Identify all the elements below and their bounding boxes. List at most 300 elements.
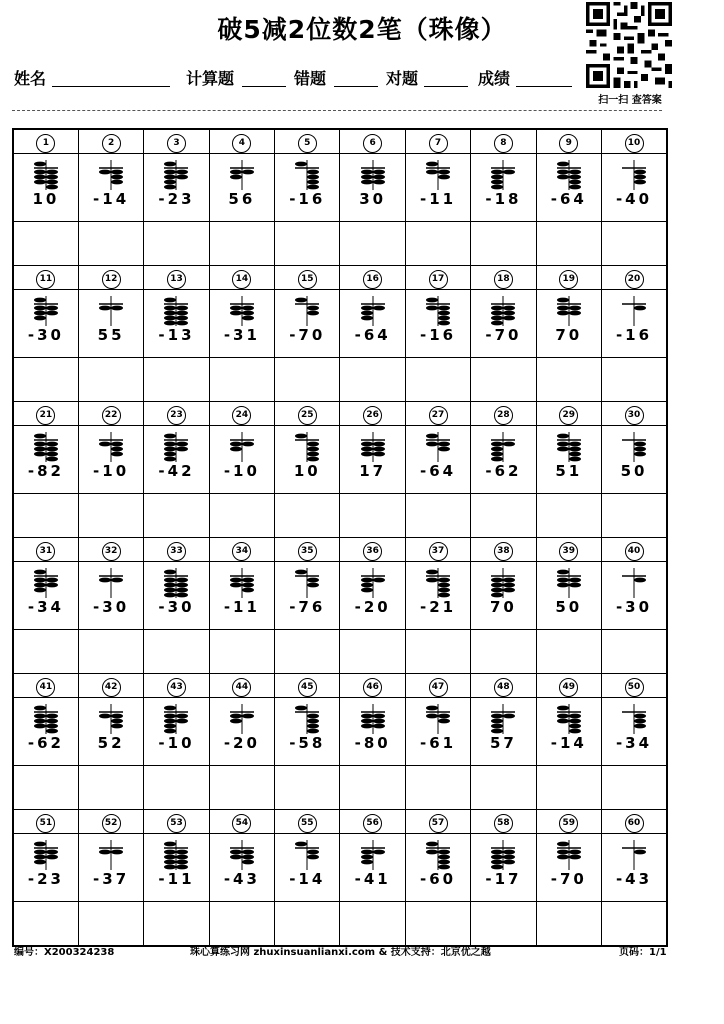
problem-cell bbox=[602, 562, 667, 630]
answer-cell[interactable] bbox=[405, 766, 470, 810]
problem-cell bbox=[275, 698, 340, 766]
problem-number-cell bbox=[209, 402, 274, 426]
problem-number-cell bbox=[340, 266, 405, 290]
problem-number-cell bbox=[144, 810, 209, 834]
problem-number-cell bbox=[471, 538, 536, 562]
problem-number: 59 bbox=[559, 814, 578, 833]
problem-cell bbox=[275, 290, 340, 358]
abacus-bead-icon bbox=[228, 568, 256, 598]
problem-number-cell bbox=[275, 402, 340, 426]
abacus-bead-icon bbox=[32, 432, 60, 462]
problem-value: -11 bbox=[158, 870, 195, 888]
problem-number: 21 bbox=[36, 406, 55, 425]
answer-cell[interactable] bbox=[602, 630, 667, 674]
problem-cell bbox=[209, 834, 274, 902]
problem-cell bbox=[13, 698, 78, 766]
answer-cell[interactable] bbox=[602, 222, 667, 266]
problem-value: 51 bbox=[555, 462, 583, 480]
correct-field[interactable] bbox=[424, 86, 468, 87]
problem-number: 6 bbox=[363, 134, 382, 153]
problem-value: 52 bbox=[97, 734, 125, 752]
problem-cell bbox=[144, 290, 209, 358]
problem-number: 26 bbox=[363, 406, 382, 425]
answer-cell[interactable] bbox=[209, 630, 274, 674]
problem-value: -64 bbox=[354, 326, 391, 344]
problem-number: 51 bbox=[36, 814, 55, 833]
problem-number: 52 bbox=[102, 814, 121, 833]
problem-cell bbox=[405, 562, 470, 630]
abacus-bead-icon bbox=[489, 704, 517, 734]
answer-cell[interactable] bbox=[209, 766, 274, 810]
answer-cell[interactable] bbox=[275, 358, 340, 402]
problem-cell bbox=[144, 426, 209, 494]
abacus-bead-icon bbox=[162, 840, 190, 870]
abacus-bead-icon bbox=[97, 704, 125, 734]
abacus-bead-icon bbox=[32, 160, 60, 190]
abacus-bead-icon bbox=[424, 704, 452, 734]
problem-cell bbox=[144, 154, 209, 222]
number-row bbox=[13, 538, 667, 562]
problem-value: -58 bbox=[289, 734, 326, 752]
answer-cell[interactable] bbox=[144, 494, 209, 538]
problem-cell bbox=[78, 562, 143, 630]
abacus-bead-icon bbox=[620, 840, 648, 870]
answer-cell[interactable] bbox=[471, 630, 536, 674]
problem-number-cell bbox=[340, 402, 405, 426]
abacus-bead-icon bbox=[97, 840, 125, 870]
problem-value: -34 bbox=[27, 598, 64, 616]
problem-value: -21 bbox=[419, 598, 457, 616]
problem-number-cell bbox=[602, 674, 667, 698]
answer-row bbox=[13, 902, 667, 947]
abacus-bead-icon bbox=[228, 296, 256, 326]
problem-number-cell bbox=[602, 538, 667, 562]
answer-cell[interactable] bbox=[144, 222, 209, 266]
problem-number-cell bbox=[209, 266, 274, 290]
problem-number-cell bbox=[340, 810, 405, 834]
abacus-bead-icon bbox=[293, 296, 321, 326]
problem-number-cell bbox=[602, 810, 667, 834]
problem-number: 45 bbox=[298, 678, 317, 697]
problem-number-cell bbox=[275, 266, 340, 290]
answer-cell[interactable] bbox=[405, 902, 470, 947]
problem-cell bbox=[602, 154, 667, 222]
problem-cell bbox=[405, 834, 470, 902]
answer-cell[interactable] bbox=[602, 358, 667, 402]
problem-cell bbox=[13, 834, 78, 902]
problem-value: 17 bbox=[359, 462, 387, 480]
problem-value: -60 bbox=[419, 870, 457, 888]
answer-cell[interactable] bbox=[78, 222, 143, 266]
problem-value: 57 bbox=[489, 734, 517, 752]
problem-cell bbox=[405, 290, 470, 358]
answer-cell[interactable] bbox=[340, 630, 405, 674]
answer-cell[interactable] bbox=[471, 222, 536, 266]
problem-cell bbox=[602, 426, 667, 494]
problem-number: 3 bbox=[167, 134, 186, 153]
problem-value: -11 bbox=[419, 190, 457, 208]
number-row bbox=[13, 402, 667, 426]
problem-value: -23 bbox=[27, 870, 64, 888]
problem-number-cell bbox=[13, 810, 78, 834]
cut-line bbox=[12, 110, 662, 111]
problem-cell bbox=[78, 154, 143, 222]
answer-cell[interactable] bbox=[340, 766, 405, 810]
abacus-bead-icon bbox=[359, 840, 387, 870]
problem-number: 11 bbox=[36, 270, 55, 289]
abacus-bead-icon bbox=[555, 568, 583, 598]
answer-cell[interactable] bbox=[13, 358, 78, 402]
answer-cell[interactable] bbox=[536, 494, 601, 538]
abacus-bead-icon bbox=[555, 840, 583, 870]
abacus-bead-icon bbox=[424, 160, 452, 190]
problem-number-cell bbox=[144, 266, 209, 290]
answer-cell[interactable] bbox=[340, 494, 405, 538]
answer-cell[interactable] bbox=[405, 222, 470, 266]
abacus-bead-icon bbox=[162, 568, 190, 598]
qr-code-icon bbox=[585, 2, 673, 88]
problem-cell bbox=[340, 290, 405, 358]
answer-cell[interactable] bbox=[275, 630, 340, 674]
abacus-bead-icon bbox=[359, 568, 387, 598]
problem-number-cell bbox=[340, 129, 405, 154]
problem-number: 33 bbox=[167, 542, 186, 561]
problem-value: -20 bbox=[223, 734, 260, 752]
problem-value: -16 bbox=[615, 326, 653, 344]
problem-cell bbox=[471, 562, 536, 630]
problem-value: -31 bbox=[223, 326, 260, 344]
problem-number: 49 bbox=[559, 678, 578, 697]
problem-number: 42 bbox=[102, 678, 121, 697]
abacus-bead-icon bbox=[162, 704, 190, 734]
answer-cell[interactable] bbox=[471, 766, 536, 810]
problem-value: -62 bbox=[485, 462, 522, 480]
abacus-bead-icon bbox=[359, 704, 387, 734]
abacus-bead-icon bbox=[555, 296, 583, 326]
problem-cell bbox=[78, 290, 143, 358]
answer-cell[interactable] bbox=[340, 358, 405, 402]
problem-cell bbox=[536, 834, 601, 902]
problem-cell bbox=[471, 426, 536, 494]
problem-number-cell bbox=[13, 129, 78, 154]
answer-cell[interactable] bbox=[275, 494, 340, 538]
problem-number: 40 bbox=[625, 542, 644, 561]
problem-number-cell bbox=[405, 810, 470, 834]
answer-cell[interactable] bbox=[13, 630, 78, 674]
problem-cell bbox=[536, 154, 601, 222]
problem-cell bbox=[340, 562, 405, 630]
problem-number-cell bbox=[275, 810, 340, 834]
problem-number-cell bbox=[536, 810, 601, 834]
problem-value: -70 bbox=[485, 326, 522, 344]
name-field[interactable] bbox=[52, 86, 170, 87]
abacus-bead-icon bbox=[555, 160, 583, 190]
answer-cell[interactable] bbox=[536, 766, 601, 810]
problem-value: -76 bbox=[289, 598, 326, 616]
abacus-bead-icon bbox=[293, 432, 321, 462]
problem-number: 8 bbox=[494, 134, 513, 153]
problem-number-cell bbox=[340, 538, 405, 562]
problem-number-cell bbox=[78, 129, 143, 154]
problem-number-cell bbox=[275, 129, 340, 154]
answer-cell[interactable] bbox=[144, 902, 209, 947]
number-row bbox=[13, 674, 667, 698]
abacus-bead-icon bbox=[162, 296, 190, 326]
answer-cell[interactable] bbox=[78, 630, 143, 674]
answer-cell[interactable] bbox=[602, 766, 667, 810]
problem-value: -64 bbox=[550, 190, 587, 208]
abacus-bead-icon bbox=[620, 704, 648, 734]
answer-cell[interactable] bbox=[536, 358, 601, 402]
answer-cell[interactable] bbox=[144, 358, 209, 402]
abacus-bead-icon bbox=[424, 568, 452, 598]
problem-number-cell bbox=[209, 129, 274, 154]
answer-cell[interactable] bbox=[78, 766, 143, 810]
problem-cell bbox=[536, 426, 601, 494]
abacus-bead-icon bbox=[555, 704, 583, 734]
problem-number: 31 bbox=[36, 542, 55, 561]
problem-number: 18 bbox=[494, 270, 513, 289]
problem-number-cell bbox=[340, 674, 405, 698]
problem-value: -62 bbox=[27, 734, 64, 752]
problem-value: -16 bbox=[419, 326, 457, 344]
problem-cell bbox=[405, 426, 470, 494]
problem-number: 28 bbox=[494, 406, 513, 425]
problem-number: 56 bbox=[363, 814, 382, 833]
problem-number: 12 bbox=[102, 270, 121, 289]
problem-value: -40 bbox=[615, 190, 653, 208]
problem-value: 70 bbox=[489, 598, 517, 616]
problem-number: 9 bbox=[559, 134, 578, 153]
problem-number: 2 bbox=[102, 134, 121, 153]
problem-value: 56 bbox=[228, 190, 256, 208]
problem-cell bbox=[144, 834, 209, 902]
problem-number-cell bbox=[209, 810, 274, 834]
problem-cell bbox=[471, 154, 536, 222]
abacus-bead-icon bbox=[293, 160, 321, 190]
answer-cell[interactable] bbox=[471, 902, 536, 947]
answer-cell[interactable] bbox=[405, 630, 470, 674]
name-label: 姓名 bbox=[14, 69, 47, 88]
footer-site: 珠心算练习网 zhuxinsuanlianxi.com & 技术支持：北京优之越 bbox=[190, 947, 491, 958]
problem-number-cell bbox=[405, 402, 470, 426]
answer-cell[interactable] bbox=[536, 902, 601, 947]
problem-number-cell bbox=[78, 266, 143, 290]
footer-code: 编号：X200324238 bbox=[14, 947, 115, 958]
problem-number-cell bbox=[78, 810, 143, 834]
question-row bbox=[13, 426, 667, 494]
problem-number: 27 bbox=[429, 406, 448, 425]
problem-cell bbox=[275, 154, 340, 222]
worksheet-grid bbox=[12, 128, 668, 947]
answer-cell[interactable] bbox=[13, 766, 78, 810]
answer-row bbox=[13, 222, 667, 266]
abacus-bead-icon bbox=[97, 432, 125, 462]
abacus-bead-icon bbox=[293, 704, 321, 734]
answer-cell[interactable] bbox=[13, 494, 78, 538]
problem-value: -61 bbox=[419, 734, 457, 752]
problem-number-cell bbox=[144, 674, 209, 698]
problem-cell bbox=[602, 290, 667, 358]
problem-cell bbox=[78, 426, 143, 494]
problem-number: 36 bbox=[363, 542, 382, 561]
abacus-bead-icon bbox=[489, 296, 517, 326]
problem-number: 1 bbox=[36, 134, 55, 153]
answer-cell[interactable] bbox=[471, 494, 536, 538]
problem-number-cell bbox=[536, 674, 601, 698]
problem-cell bbox=[405, 154, 470, 222]
answer-cell[interactable] bbox=[209, 494, 274, 538]
problem-cell bbox=[209, 290, 274, 358]
score-field[interactable] bbox=[516, 86, 572, 87]
answer-cell[interactable] bbox=[536, 630, 601, 674]
answer-cell[interactable] bbox=[78, 494, 143, 538]
problem-value: 70 bbox=[555, 326, 583, 344]
answer-cell[interactable] bbox=[275, 902, 340, 947]
problem-number: 34 bbox=[232, 542, 251, 561]
answer-cell[interactable] bbox=[78, 902, 143, 947]
problem-number-cell bbox=[471, 266, 536, 290]
problem-cell bbox=[340, 834, 405, 902]
problem-cell bbox=[209, 154, 274, 222]
problem-value: -14 bbox=[289, 870, 326, 888]
problem-value: -43 bbox=[615, 870, 653, 888]
problem-number: 60 bbox=[625, 814, 644, 833]
problem-value: -10 bbox=[93, 462, 130, 480]
answer-cell[interactable] bbox=[602, 902, 667, 947]
problem-cell bbox=[275, 834, 340, 902]
problem-number: 7 bbox=[429, 134, 448, 153]
problem-value: -13 bbox=[158, 326, 195, 344]
page-title: 破5减2位数2笔（珠像） bbox=[217, 15, 507, 44]
problem-number-cell bbox=[144, 402, 209, 426]
abacus-bead-icon bbox=[32, 296, 60, 326]
problem-number-cell bbox=[13, 674, 78, 698]
problem-value: -30 bbox=[615, 598, 653, 616]
problem-value: 50 bbox=[555, 598, 583, 616]
abacus-bead-icon bbox=[162, 160, 190, 190]
problem-number: 4 bbox=[232, 134, 251, 153]
answer-cell[interactable] bbox=[78, 358, 143, 402]
wrong-field[interactable] bbox=[334, 86, 378, 87]
problem-number: 23 bbox=[167, 406, 186, 425]
answer-cell[interactable] bbox=[144, 630, 209, 674]
problem-cell bbox=[78, 698, 143, 766]
problem-value: 10 bbox=[293, 462, 321, 480]
problem-number: 58 bbox=[494, 814, 513, 833]
problem-number: 47 bbox=[429, 678, 448, 697]
problem-value: -16 bbox=[289, 190, 326, 208]
question-row bbox=[13, 290, 667, 358]
answer-cell[interactable] bbox=[471, 358, 536, 402]
abacus-bead-icon bbox=[32, 840, 60, 870]
problem-number-cell bbox=[78, 674, 143, 698]
abacus-bead-icon bbox=[97, 160, 125, 190]
problem-value: -30 bbox=[27, 326, 64, 344]
problem-value: -20 bbox=[354, 598, 391, 616]
answer-cell[interactable] bbox=[209, 902, 274, 947]
answer-cell[interactable] bbox=[405, 494, 470, 538]
problem-cell bbox=[340, 426, 405, 494]
abacus-bead-icon bbox=[228, 704, 256, 734]
problem-value: -10 bbox=[158, 734, 195, 752]
footer-page: 页码：1/1 bbox=[619, 947, 667, 958]
problem-value: -43 bbox=[223, 870, 260, 888]
problem-value: 10 bbox=[32, 190, 60, 208]
problem-number: 55 bbox=[298, 814, 317, 833]
problem-number-cell bbox=[405, 129, 470, 154]
problem-number: 22 bbox=[102, 406, 121, 425]
problem-number: 41 bbox=[36, 678, 55, 697]
answer-cell[interactable] bbox=[209, 358, 274, 402]
problem-number-cell bbox=[13, 538, 78, 562]
problem-cell bbox=[471, 290, 536, 358]
problem-cell bbox=[340, 154, 405, 222]
number-row bbox=[13, 129, 667, 154]
answer-cell[interactable] bbox=[144, 766, 209, 810]
problem-number: 57 bbox=[429, 814, 448, 833]
problem-number: 46 bbox=[363, 678, 382, 697]
answer-cell[interactable] bbox=[13, 902, 78, 947]
total-field[interactable] bbox=[242, 86, 286, 87]
question-row bbox=[13, 562, 667, 630]
abacus-bead-icon bbox=[32, 568, 60, 598]
problem-cell bbox=[340, 698, 405, 766]
abacus-bead-icon bbox=[424, 840, 452, 870]
abacus-bead-icon bbox=[555, 432, 583, 462]
problem-cell bbox=[13, 290, 78, 358]
problem-number-cell bbox=[602, 129, 667, 154]
answer-cell[interactable] bbox=[340, 902, 405, 947]
problem-number: 38 bbox=[494, 542, 513, 561]
problem-number-cell bbox=[536, 266, 601, 290]
answer-cell[interactable] bbox=[275, 222, 340, 266]
problem-number-cell bbox=[471, 810, 536, 834]
question-row bbox=[13, 834, 667, 902]
problem-number-cell bbox=[471, 674, 536, 698]
answer-cell[interactable] bbox=[340, 222, 405, 266]
problem-value: -17 bbox=[485, 870, 522, 888]
abacus-bead-icon bbox=[162, 432, 190, 462]
problem-cell bbox=[471, 698, 536, 766]
answer-cell[interactable] bbox=[602, 494, 667, 538]
problem-number: 35 bbox=[298, 542, 317, 561]
total-label: 计算题 bbox=[186, 69, 235, 88]
problem-value: 55 bbox=[97, 326, 125, 344]
problem-value: -41 bbox=[354, 870, 391, 888]
problem-value: -30 bbox=[158, 598, 195, 616]
answer-cell[interactable] bbox=[536, 222, 601, 266]
problem-value: -64 bbox=[419, 462, 457, 480]
wrong-label: 错题 bbox=[294, 69, 327, 88]
abacus-bead-icon bbox=[489, 160, 517, 190]
problem-value: 30 bbox=[359, 190, 387, 208]
answer-cell[interactable] bbox=[405, 358, 470, 402]
answer-row bbox=[13, 358, 667, 402]
problem-cell bbox=[209, 562, 274, 630]
problem-number-cell bbox=[471, 402, 536, 426]
abacus-bead-icon bbox=[620, 432, 648, 462]
problem-number-cell bbox=[471, 129, 536, 154]
answer-cell[interactable] bbox=[13, 222, 78, 266]
problem-number: 15 bbox=[298, 270, 317, 289]
answer-cell[interactable] bbox=[275, 766, 340, 810]
abacus-bead-icon bbox=[228, 840, 256, 870]
abacus-bead-icon bbox=[620, 568, 648, 598]
answer-cell[interactable] bbox=[209, 222, 274, 266]
score-label: 成绩 bbox=[478, 69, 511, 88]
problem-cell bbox=[536, 290, 601, 358]
